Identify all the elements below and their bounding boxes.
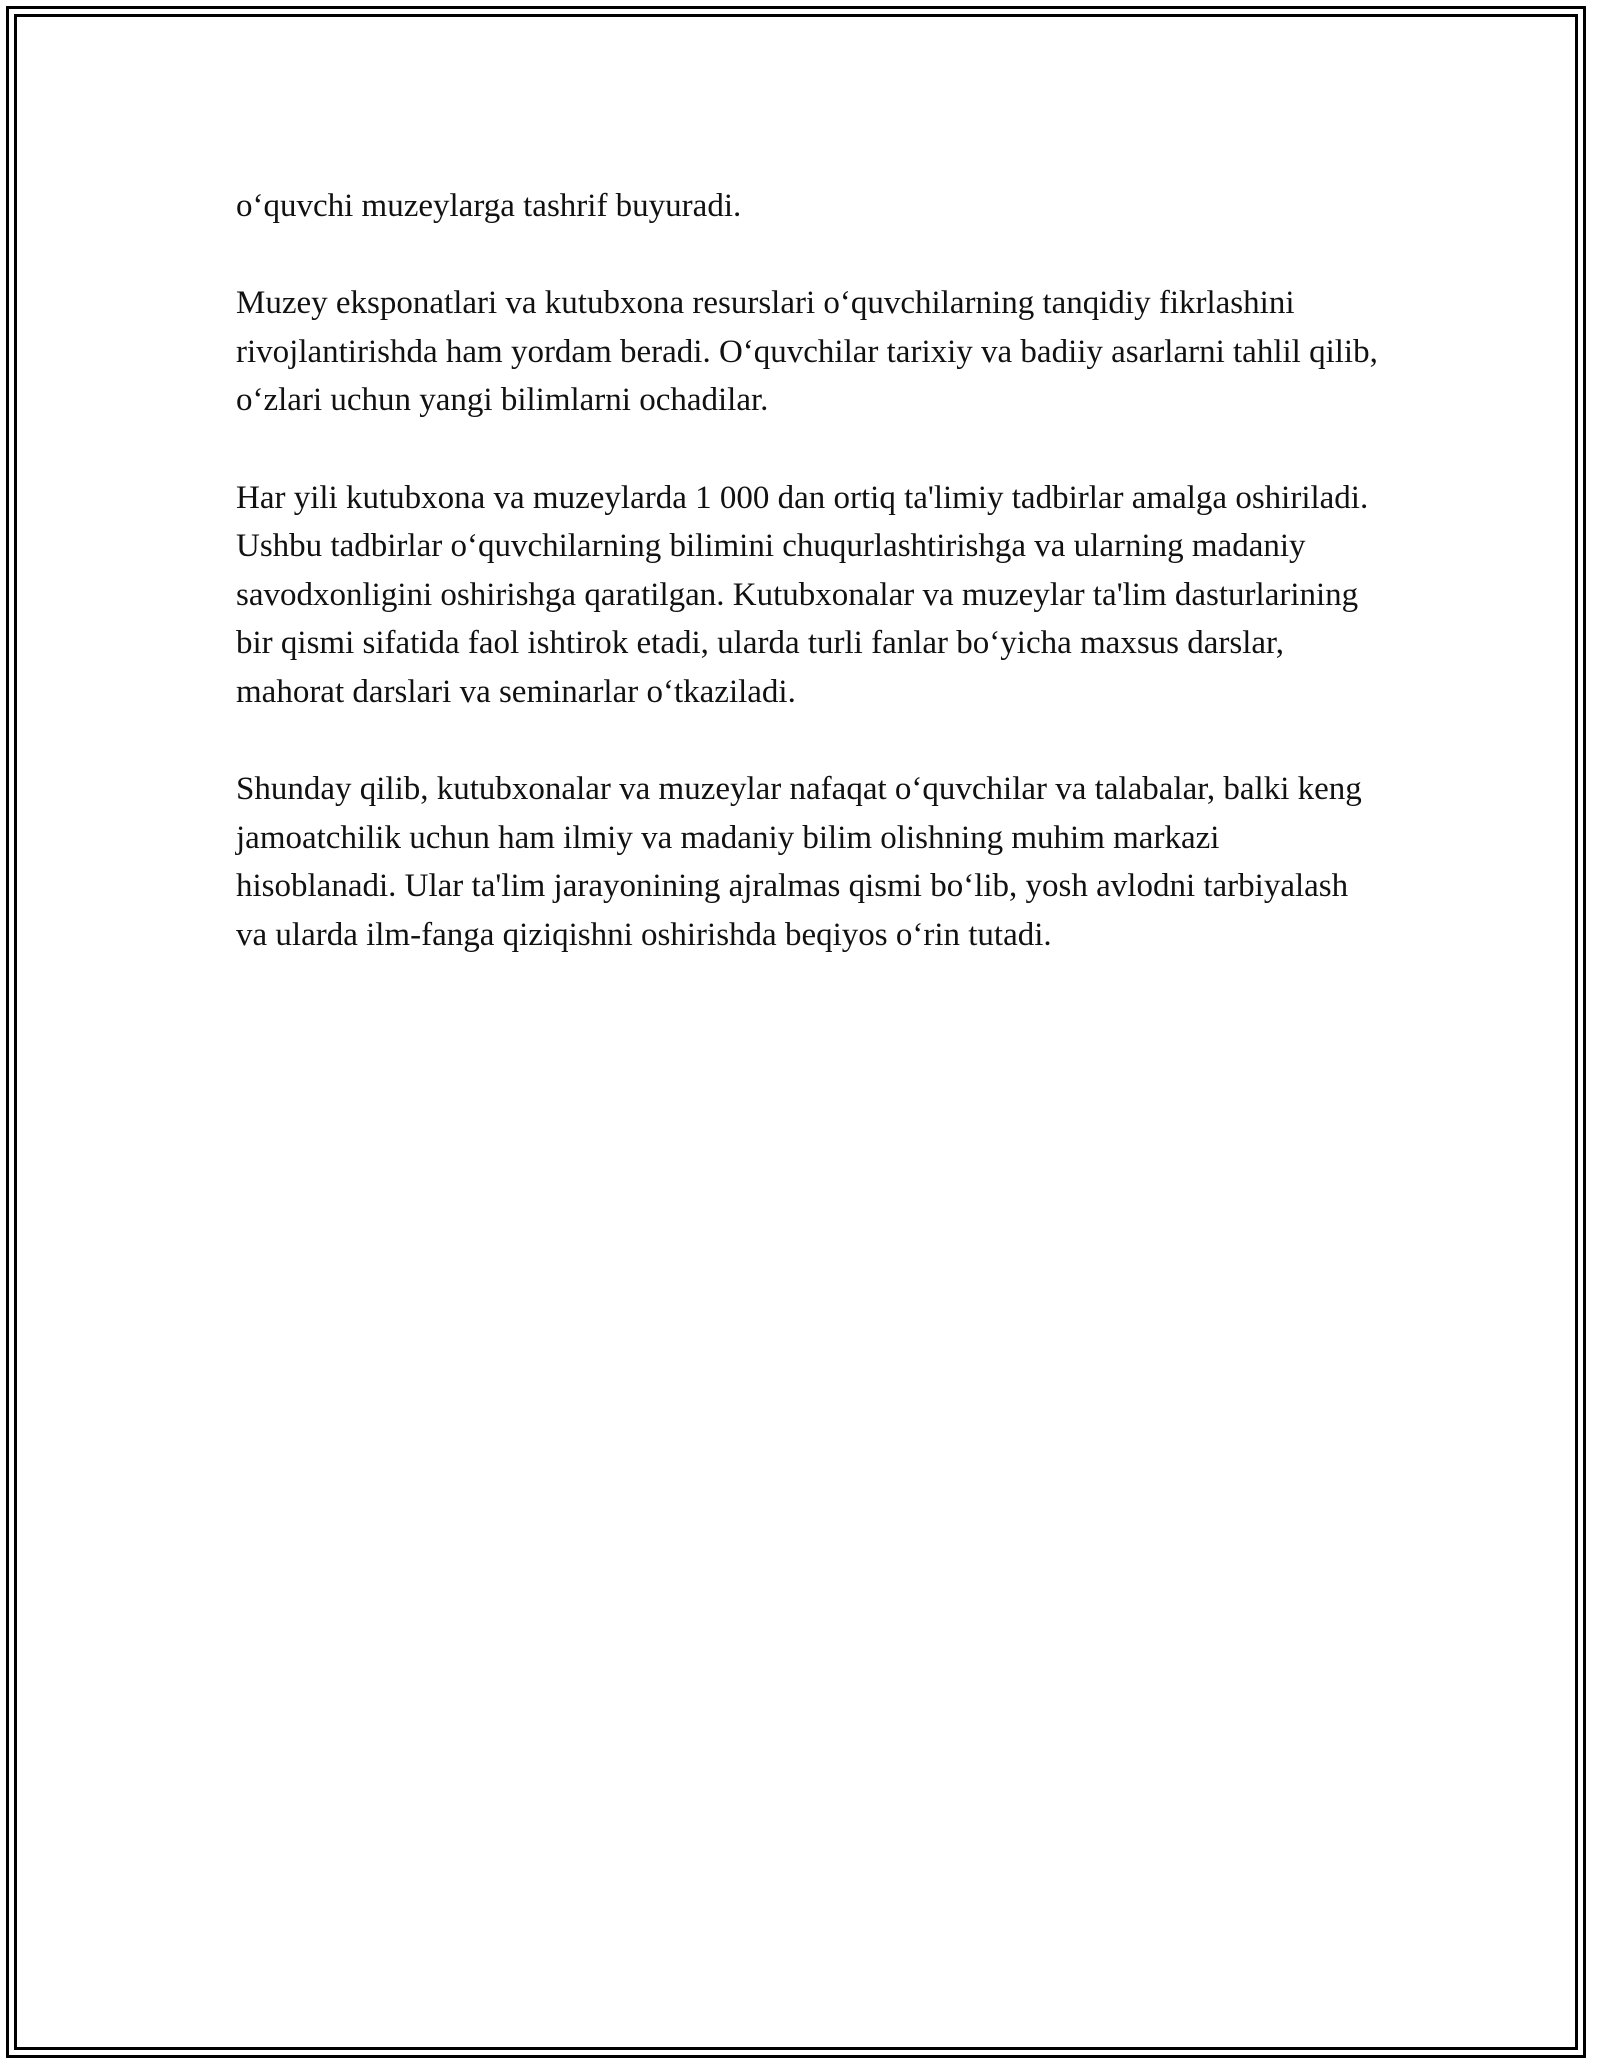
paragraph-3: Har yili kutubxona va muzeylarda 1 000 dan ortiq ta'limiy tadbirlar amalga oshiriladi. Ushbu tadbirlar o‘quvchilarning bilimini chuqurlashtirishga va ularning madaniy savodxonligini oshirishga qaratilgan. Kutubxonalar va muzeylar ta'lim dasturlarining bir qismi sifatida faol ishtirok etadi, ularda turli fanlar bo‘yicha maxsus darslar, mahorat darslari va seminarlar o‘tkaziladi. [236, 479, 1369, 710]
document-body [236, 182, 1386, 1008]
paragraph-2: Muzey eksponatlari va kutubxona resurslari o‘quvchilarning tanqidiy fikrlashini rivojlantirishda ham yordam beradi. O‘quvchilar tarixiy va badiiy asarlarni tahlil qilib, o‘zlari uchun yangi bilimlarni ochadilar. [236, 285, 1378, 419]
paragraph-1: o‘quvchi muzeylarga tashrif buyuradi. [236, 188, 742, 224]
paragraph-4: Shunday qilib, kutubxonalar va muzeylar nafaqat o‘quvchilar va talabalar, balki keng jamoatchilik uchun ham ilmiy va madaniy bilim olishning muhim markazi hisoblanadi. Ular ta'lim jarayonining ajralmas qismi bo‘lib, yosh avlodni tarbiyalash va ularda ilm-fanga qiziqishni oshirishda beqiyos o‘rin tutadi. [236, 771, 1362, 953]
